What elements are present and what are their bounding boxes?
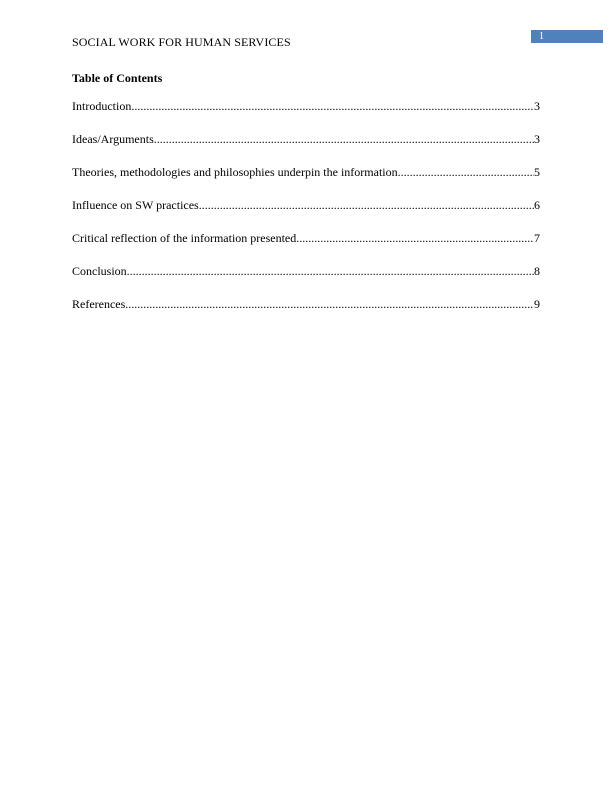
toc-heading: Table of Contents <box>72 71 163 85</box>
toc-dot-leader <box>398 165 534 179</box>
toc-entry-introduction[interactable] <box>72 99 540 132</box>
table-of-contents <box>72 99 540 330</box>
toc-entry-page: 3 <box>534 99 540 113</box>
toc-entry-references[interactable] <box>72 297 540 330</box>
toc-entry-label: Influence on SW practices <box>72 198 199 212</box>
running-header-title: SOCIAL WORK FOR HUMAN SERVICES <box>72 35 291 49</box>
toc-entry-conclusion[interactable] <box>72 264 540 297</box>
toc-dot-leader <box>199 198 534 212</box>
toc-entry-label: Ideas/Arguments <box>72 132 154 146</box>
toc-entry-ideas-arguments[interactable] <box>72 132 540 165</box>
toc-entry-page: 6 <box>534 198 540 212</box>
toc-entry-page: 9 <box>534 297 540 311</box>
toc-entry-critical-reflection[interactable] <box>72 231 540 264</box>
toc-entry-influence[interactable] <box>72 198 540 231</box>
toc-entry-theories[interactable] <box>72 165 540 198</box>
toc-dot-leader <box>127 264 534 278</box>
toc-entry-label: Introduction <box>72 99 132 113</box>
toc-dot-leader <box>125 297 534 311</box>
toc-dot-leader <box>154 132 534 146</box>
toc-entry-page: 8 <box>534 264 540 278</box>
toc-entry-label: References <box>72 297 126 311</box>
page-number-badge: 1 <box>531 30 603 43</box>
toc-entry-page: 3 <box>534 132 540 146</box>
toc-entry-label: Critical reflection of the information presented <box>72 231 297 245</box>
toc-entry-page: 5 <box>534 165 540 179</box>
toc-dot-leader <box>131 99 534 113</box>
toc-entry-page: 7 <box>534 231 540 245</box>
toc-dot-leader <box>296 231 534 245</box>
toc-entry-label: Conclusion <box>72 264 127 278</box>
toc-entry-label: Theories, methodologies and philosophies underpin the information <box>72 165 398 179</box>
